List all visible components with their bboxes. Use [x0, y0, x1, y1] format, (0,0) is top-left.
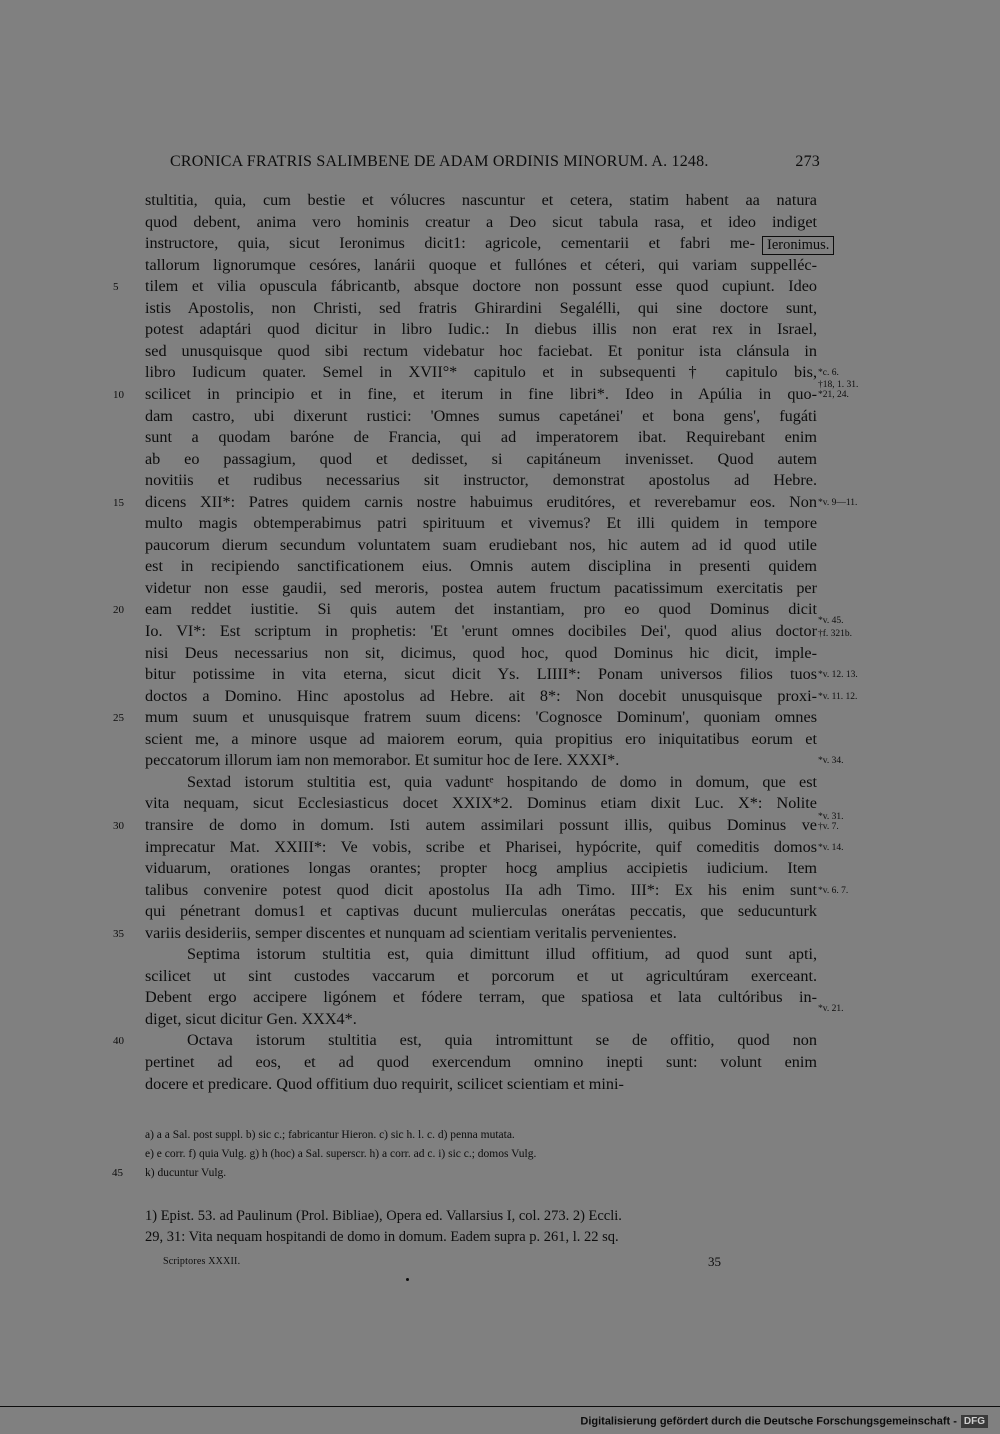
- funding-footer: [580, 1415, 988, 1428]
- text-line: sunt a quodam baróne de Francia, qui ad imperatorem ibat. Requirebant enim: [145, 428, 817, 447]
- text-line: viduarum, orationes longas orantes; propter hocg amplius accipietis iudicium. Item: [145, 859, 817, 878]
- text-line: quod debent, anima vero hominis creatur a Deo sicut tabula rasa, et ideo indiget: [145, 212, 817, 231]
- marginal-label-box: Ieronimus.: [762, 236, 834, 255]
- text-line: imprecatur Mat. XXIII*: Ve vobis, scribe et Pharisei, hypócrite, quif comeditis domos: [145, 837, 817, 856]
- text-line: doctos a Domino. Hinc apostolus ad Hebre. ait 8*: Non docebit unusquisque proxi-: [145, 686, 817, 705]
- text-line: scilicet in principio et in fine, et iterum in fine libri*. Ideo in Apúlia in quo-: [145, 384, 817, 403]
- line-number: 10: [113, 388, 124, 401]
- text-line: talibus convenire potest quod dicit apostolus IIa adh Timo. III*: Ex his enim sunt: [145, 880, 817, 899]
- signature-number: 35: [708, 1254, 721, 1269]
- footnote-line: 29, 31: Vita nequam hospitandi de domo in domum. Eadem supra p. 261, l. 22 sq.: [145, 1229, 619, 1245]
- text-line: ab eo passagium, quod et dedisset, si capitáneum invenisset. Quod autem: [145, 449, 817, 468]
- text-line: tallorum lignorumque cesóres, lanárii quoque et fullónes et céteri, qui variam suppelléc-: [145, 255, 817, 274]
- text-line: dam castro, ubi dixerunt rustici: 'Omnes sumus capetánei' et bona gens', fugáti: [145, 406, 817, 425]
- running-header: [170, 153, 820, 171]
- text-line: pertinet ad eos, et ad quod exercendum omnino inepti sunt: volunt enim: [145, 1053, 817, 1071]
- text-line: peccatorum illorum iam non memorabor. Et sumitur hoc de Iere. XXXI*.: [145, 751, 620, 770]
- margin-reference: *v. 31.: [818, 812, 844, 823]
- margin-reference: †18, 1. 31.: [818, 380, 859, 391]
- margin-reference: *21, 24.: [818, 389, 849, 400]
- critical-note-line: e) e corr. f) quia Vulg. g) h (hoc) a Sal. superscr. h) a corr. ad c. i) sic c.; domos Vulg.: [145, 1148, 537, 1160]
- text-line: scilicet ut sint custodes vaccarum et porcorum et ut agricultúram exerceant.: [145, 966, 817, 985]
- print-speck: [406, 1278, 409, 1281]
- footer-rule: [0, 1406, 1000, 1407]
- line-number: 15: [113, 496, 124, 509]
- text-line: dicens XII*: Patres quidem carnis nostre habuimus eruditóres, et reverebamur eos. Non: [145, 492, 817, 511]
- text-line: Io. VI*: Est scriptum in prophetis: 'Et 'erunt omnes docibiles Dei', quod alius doctor: [145, 622, 817, 640]
- text-line: scient me, a minore usque ad maiorem eorum, quia propitius ero iniquitatibus eorum et: [145, 729, 817, 748]
- text-line: novitiis et rudibus necessarius sit instructor, demonstrat apostolus ad Hebre.: [145, 471, 817, 490]
- critical-note-line: k) ducuntur Vulg.: [145, 1167, 227, 1179]
- text-line: diget, sicut dicitur Gen. XXX4*.: [145, 1009, 357, 1028]
- margin-reference: *v. 6. 7.: [818, 885, 849, 896]
- text-line: Sextad istorum stultitia est, quia vaduntᵉ hospitando de domo in domum, que est: [187, 772, 817, 791]
- margin-reference: †f. 321b.: [818, 629, 853, 640]
- text-line: eam reddet iustitie. Si quis autem det instantiam, pro eo quod Dominus dicit: [145, 600, 817, 619]
- footnote-line: 1) Epist. 53. ad Paulinum (Prol. Bibliae), Opera ed. Vallarsius I, col. 273. 2) Eccli.: [145, 1208, 622, 1224]
- text-line: multo magis obtemperabimus patri spirituum et vivemus? Et illi quidem in tempore: [145, 514, 817, 533]
- text-line: mum suum et unusquisque fratrem suum dicens: 'Cognosce Dominum', quoniam omnes: [145, 708, 817, 727]
- line-number: 25: [113, 712, 124, 725]
- text-line: videtur non esse gaudii, sed meroris, postea autem fructum pacatissimum exercitatis per: [145, 578, 817, 597]
- text-line: transire de domo in domum. Isti autem assimilari possunt illis, quibus Dominus ve: [145, 815, 817, 834]
- running-title: CRONICA FRATRIS SALIMBENE DE ADAM ORDINIS MINORUM. A. 1248.: [170, 153, 709, 170]
- text-line: qui pénetrant domus1 et captivas ducunt mulierculas onerátas peccatis, que seducunturk: [145, 902, 817, 921]
- margin-reference: *v. 21.: [818, 1004, 844, 1015]
- line-number: 5: [113, 281, 119, 294]
- signature-mark: Scriptores XXXII.: [163, 1256, 241, 1267]
- text-line: Debent ergo accipere ligónem et fódere terram, que spatiosa et lata cultóribus in-: [145, 988, 817, 1007]
- margin-reference: †v. 7.: [818, 822, 839, 833]
- dfg-logo: DFG: [961, 1415, 988, 1428]
- critical-note-line: a) a a Sal. post suppl. b) sic c.; fabricantur Hieron. c) sic h. l. c. d) penna mutata.: [145, 1129, 515, 1141]
- text-line: tilem et vilia opuscula fábricantb, absque doctore non possunt esse quod cupiunt. Ideo: [145, 277, 817, 296]
- margin-reference: *v. 11. 12.: [818, 691, 858, 702]
- text-line: stultitia, quia, cum bestie et vólucres nascuntur et cetera, statim habent aa natura: [145, 191, 817, 209]
- margin-reference: *v. 45.: [818, 616, 844, 627]
- text-line: Octava istorum stultitia est, quia intromittunt se de offitio, quod non: [187, 1031, 817, 1050]
- line-number: 30: [113, 819, 124, 832]
- line-number: 35: [113, 927, 124, 940]
- line-number: 20: [113, 604, 124, 617]
- text-line: bitur potissime in vita eterna, sicut dicit Ys. LIIII*: Ponam universos filios tuos: [145, 665, 817, 684]
- text-line: Septima istorum stultitia est, quia dimittunt illud offitium, ad quod sunt apti,: [187, 945, 817, 964]
- funding-text: Digitalisierung gefördert durch die Deutsche Forschungsgemeinschaft -: [580, 1415, 957, 1428]
- text-line: potest adaptári quod dicitur in libro Iudic.: In diebus illis non erat rex in Israel,: [145, 320, 817, 339]
- line-number: 40: [113, 1035, 124, 1048]
- page-number: 273: [795, 153, 820, 170]
- text-line: vita nequam, sicut Ecclesiasticus docet XXIX*2. Dominus etiam dixit Luc. X*: Nolite: [145, 794, 817, 813]
- text-line: istis Apostolis, non Christi, sed fratris Ghirardini Segalélli, qui sine doctore sunt,: [145, 298, 817, 317]
- text-line: paucorum dierum secundum voluntatem suam erudiebant nos, hic autem ad id quod utile: [145, 535, 817, 554]
- margin-reference: *c. 6.: [818, 368, 839, 379]
- line-number: 45: [112, 1167, 123, 1179]
- text-line: sed unusquisque quod sibi rectum videbatur hoc faciebat. Et ponitur ista clánsula in: [145, 341, 817, 360]
- text-line: est in recipiendo sanctificationem eius. Omnis autem disciplina in presenti quidem: [145, 557, 817, 576]
- text-line: variis desideriis, semper discentes et nunquam ad scientiam veritalis pervenientes.: [145, 923, 677, 942]
- margin-reference: *v. 14.: [818, 842, 844, 853]
- text-line: instructore, quia, sicut Ieronimus dicit1: agricole, cementarii et fabri me-: [145, 234, 755, 253]
- text-line: libro Iudicum quater. Semel in XVII°* capitulo et in subsequenti† capitulo bis,: [145, 363, 817, 382]
- text-line: docere et predicare. Quod offitium duo requirit, scilicet scientiam et mini-: [145, 1074, 624, 1093]
- margin-reference: *v. 9—11.: [818, 497, 858, 508]
- text-line: nisi Deus necessarius non sit, dicimus, quod hoc, quod Dominus hic dicit, imple-: [145, 643, 817, 662]
- margin-reference: *v. 12. 13.: [818, 670, 858, 681]
- margin-reference: *v. 34.: [818, 756, 844, 767]
